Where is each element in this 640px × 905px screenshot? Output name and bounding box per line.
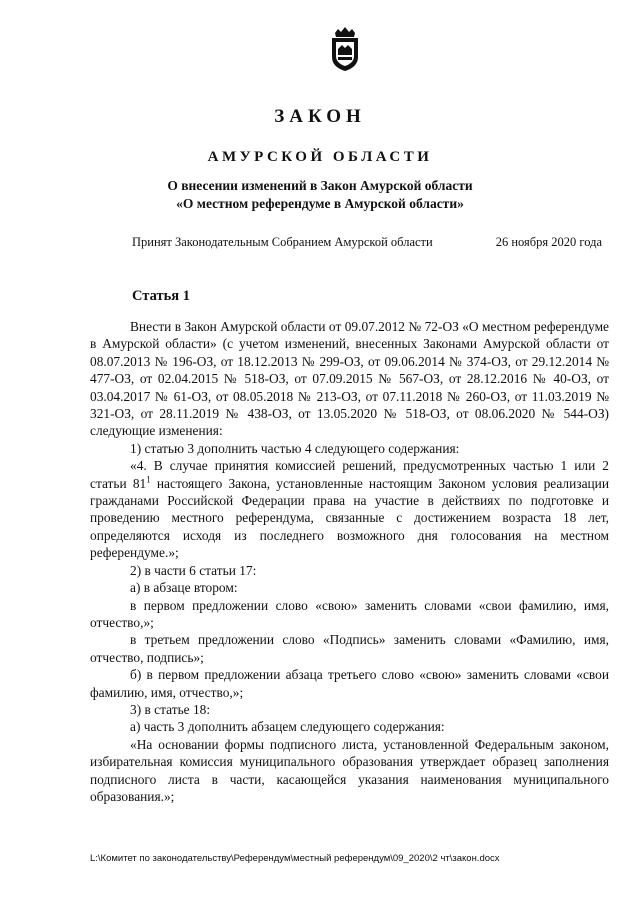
paragraph: в первом предложении слово «свою» заменить словами «свои фамилию, имя, отчество,»; bbox=[90, 597, 609, 630]
paragraph: «На основании формы подписного листа, установленной Федеральным законом, избирательная комиссия муниципального образования утверждает образец заполнения подписного листа в части, касающейся указания наименования муниципального образования.»; bbox=[90, 736, 609, 804]
adoption-line bbox=[132, 235, 602, 250]
adoption-date: 26 ноября 2020 года bbox=[495, 235, 602, 249]
paragraph: 3) в статье 18: bbox=[130, 701, 211, 717]
paragraph-text: настоящего Закона, установленные настоящим Законом условия реализации гражданами Российской Федерации права на участие в действиях по подготовке и проведению местного референдума, связанные с достижением возраста 18 лет, определяются исходя из последнего возможного дня голосования на местном референдуме.»; bbox=[90, 475, 610, 561]
paragraph bbox=[90, 457, 609, 561]
paragraph: в третьем предложении слово «Подпись» заменить словами «Фамилию, имя, отчество, подпись»; bbox=[90, 632, 609, 665]
paragraph: а) часть 3 дополнить абзацем следующего содержания: bbox=[130, 719, 445, 735]
file-path-footer: L:\Комитет по законодательству\Референдум\местный референдум\09_2020\2 чт\закон.docx bbox=[90, 853, 500, 864]
law-title: ЗАКОН bbox=[274, 106, 366, 127]
paragraph: 2) в части 6 статьи 17: bbox=[130, 562, 257, 578]
paragraph: Внести в Закон Амурской области от 09.07.2012 № 72-ОЗ «О местном референдуме в Амурской области» (с учетом изменений, внесенных Законами Амурской области от 08.07.2013 № 196-ОЗ, от 18.12.2013 № 299-ОЗ, от 09.06.2014 № 374-ОЗ, от 29.12.2014 № 477-ОЗ, от 02.04.2015 № 518-ОЗ, от 07.09.2015 № 567-ОЗ, от 28.12.2016 № 40-ОЗ, от 03.04.2017 № 61-ОЗ, от 08.05.2018 № 213-ОЗ, от 07.11.2018 № 260-ОЗ, от 11.03.2019 № 321-ОЗ, от 28.11.2019 № 438-ОЗ, от 13.05.2020 № 518-ОЗ, от 08.06.2020 № 544-ОЗ) следующие изменения: bbox=[90, 319, 609, 439]
paragraph: 1) статью 3 дополнить частью 4 следующего содержания: bbox=[130, 440, 460, 456]
law-subtitle bbox=[0, 177, 640, 213]
paragraph: а) в абзаце втором: bbox=[130, 580, 238, 596]
paragraph-text: «4. В случае принятия комиссией решений, предусмотренных частью 1 или 2 статьи 81 bbox=[90, 458, 609, 491]
coat-of-arms-icon bbox=[329, 27, 361, 71]
paragraph: б) в первом предложении абзаца третьего слово «свою» заменить словами «свои фамилию, имя, отчество,»; bbox=[90, 667, 609, 700]
article-title: Статья 1 bbox=[132, 288, 190, 304]
superscript: 1 bbox=[146, 474, 151, 485]
adopted-by: Принят Законодательным Собранием Амурской области bbox=[132, 235, 433, 249]
subtitle-line: «О местном референдуме в Амурской области» bbox=[176, 196, 464, 211]
article-body bbox=[90, 318, 609, 805]
region-title: АМУРСКОЙ ОБЛАСТИ bbox=[207, 149, 433, 165]
subtitle-line: О внесении изменений в Закон Амурской области bbox=[167, 178, 473, 193]
